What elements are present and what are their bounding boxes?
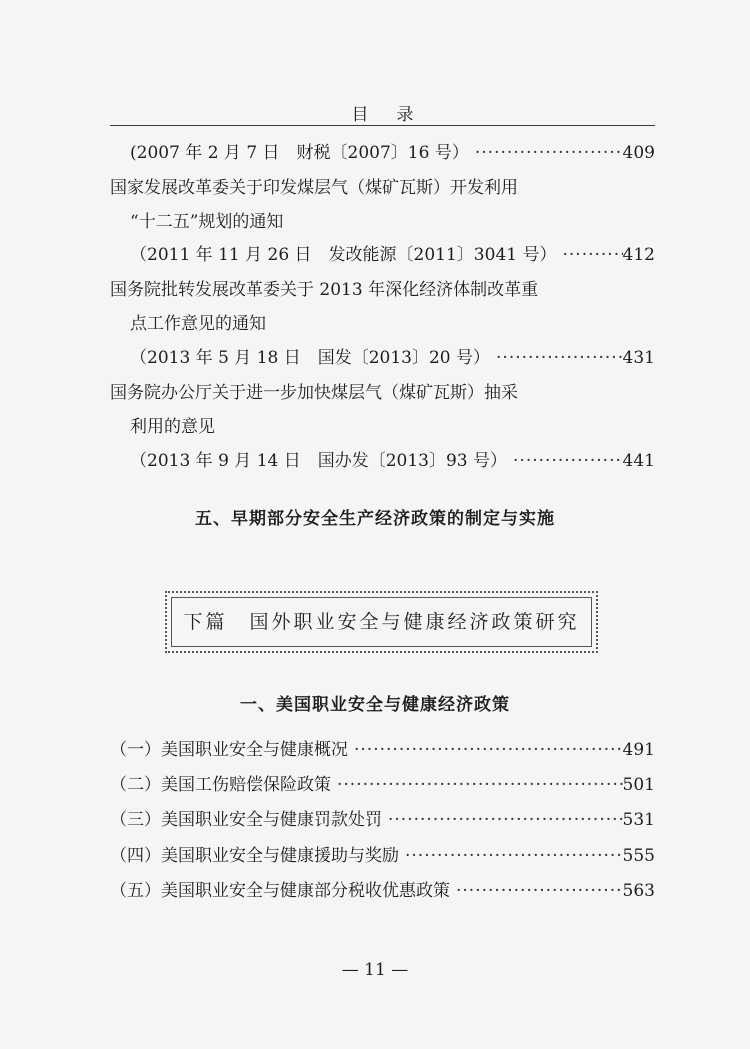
toc-entry[interactable] (110, 803, 655, 837)
section-heading: 五、早期部分安全生产经济政策的制定与实施 (195, 509, 555, 529)
toc-entry[interactable] (130, 238, 655, 272)
header-title: 目录 (351, 105, 442, 125)
toc-entry[interactable] (130, 444, 655, 478)
header-rule (110, 125, 655, 126)
page-header (110, 96, 655, 126)
toc-entry[interactable] (110, 839, 655, 873)
toc-title-line: 国务院办公厅关于进一步加快煤层气（煤矿瓦斯）抽采 (110, 383, 518, 403)
toc-entry-page: 409 (622, 143, 655, 163)
toc-entry-label: （2011 年 11 月 26 日 发改能源〔2011〕3041 号） (130, 245, 557, 265)
leader-dots (490, 341, 623, 375)
leader-dots (382, 803, 623, 837)
toc-entry-page: 563 (622, 881, 655, 901)
leader-dots (507, 444, 623, 478)
leader-dots (348, 733, 623, 767)
toc-entry[interactable] (110, 733, 655, 767)
toc-entry-page: 501 (622, 775, 655, 795)
toc-title-line: 点工作意见的通知 (130, 314, 266, 334)
toc-entry[interactable] (110, 768, 655, 802)
toc-entry-label: （五）美国职业安全与健康部分税收优惠政策 (110, 881, 450, 901)
toc-entry-label: （四）美国职业安全与健康援助与奖励 (110, 846, 399, 866)
toc-entry[interactable] (130, 341, 655, 375)
section-heading: 一、美国职业安全与健康经济政策 (240, 695, 510, 715)
toc-entry-page: 441 (622, 451, 655, 471)
toc-title-line: 国家发展改革委关于印发煤层气（煤矿瓦斯）开发利用 (110, 178, 518, 198)
toc-entry-label: （二）美国工伤赔偿保险政策 (110, 775, 331, 795)
leader-dots (556, 238, 622, 272)
toc-entry-page: 431 (622, 348, 655, 368)
leader-dots (331, 768, 623, 802)
leader-dots (450, 874, 623, 908)
toc-entry-label: （三）美国职业安全与健康罚款处罚 (110, 810, 382, 830)
toc-entry-label: （一）美国职业安全与健康概况 (110, 740, 348, 760)
toc-title-line: 利用的意见 (130, 417, 215, 437)
part-title-frame (165, 591, 598, 653)
toc-entry-label: (2007 年 2 月 7 日 财税〔2007〕16 号） (130, 143, 469, 163)
toc-title-line: 国务院批转发展改革委关于 2013 年深化经济体制改革重 (110, 280, 539, 300)
page-number: — 11 — (341, 960, 409, 980)
toc-entry-page: 491 (622, 740, 655, 760)
toc-entry-page: 531 (622, 810, 655, 830)
part-title: 下篇 国外职业安全与健康经济政策研究 (183, 611, 580, 633)
toc-entry[interactable] (130, 136, 655, 170)
toc-entry-page: 555 (622, 846, 655, 866)
toc-title-line: “十二五”规划的通知 (130, 212, 284, 232)
toc-entry-label: （2013 年 9 月 14 日 国办发〔2013〕93 号） (130, 451, 508, 471)
leader-dots (399, 839, 623, 873)
toc-entry-label: （2013 年 5 月 18 日 国发〔2013〕20 号） (130, 348, 491, 368)
toc-entry[interactable] (110, 874, 655, 908)
toc-entry-page: 412 (622, 245, 655, 265)
leader-dots (469, 136, 623, 170)
